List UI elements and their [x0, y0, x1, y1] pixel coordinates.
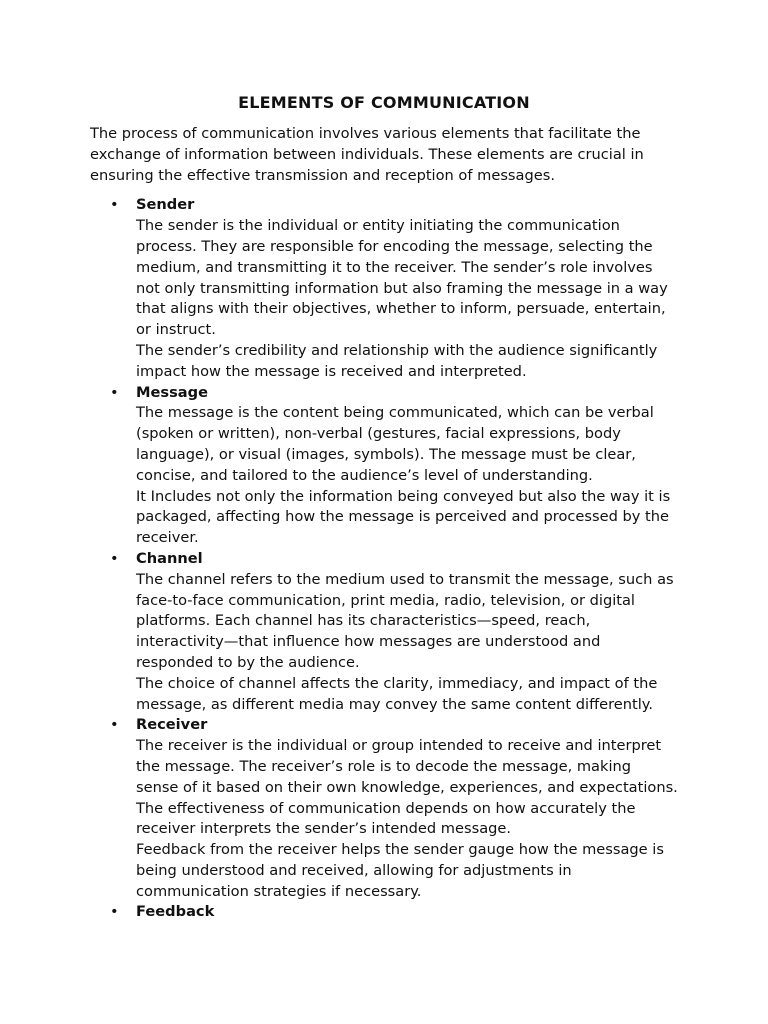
element-paragraph: The message is the content being communicated, which can be verbal (spoken or written), non-verbal (gestures, facial expressions, body language), or visual (images, symbols). The message must be clear, concise, and tailored to the audience’s level of understanding.	[136, 404, 654, 484]
elements-list	[90, 195, 678, 923]
element-heading: Feedback	[136, 903, 215, 921]
element-paragraph: The choice of channel affects the clarity, immediacy, and impact of the message, as different media may convey the same content differently.	[136, 674, 658, 713]
element-paragraph: The sender is the individual or entity initiating the communication process. They are responsible for encoding the message, selecting the medium, and transmitting it to the receiver. The sender’s role involves not only transmitting information but also framing the message in a way that aligns with their objectives, whether to inform, persuade, entertain, or instruct.	[136, 217, 668, 339]
element-paragraph: The channel refers to the medium used to transmit the message, such as face-to-face communication, print media, radio, television, or digital platforms. Each channel has its characteristics—speed, reach, interactivity—that influence how messages are understood and responded to by the audience.	[136, 570, 674, 671]
element-paragraph: It Includes not only the information being conveyed but also the way it is packaged, affecting how the message is perceived and processed by the receiver.	[136, 487, 671, 547]
element-paragraph: Feedback from the receiver helps the sender gauge how the message is being understood and received, allowing for adjustments in communication strategies if necessary.	[136, 841, 664, 900]
list-item-message	[110, 383, 678, 549]
bullet-icon: •	[110, 903, 119, 921]
bullet-icon: •	[110, 383, 119, 401]
list-item-channel	[110, 549, 678, 715]
element-heading: Channel	[136, 549, 203, 567]
list-item-receiver	[110, 715, 678, 902]
list-item-feedback	[110, 902, 678, 923]
document-title: ELEMENTS OF COMMUNICATION	[238, 93, 530, 112]
list-item-sender	[110, 195, 678, 382]
element-heading: Sender	[136, 196, 195, 214]
element-heading: Receiver	[136, 716, 208, 734]
bullet-icon: •	[110, 549, 119, 567]
bullet-icon: •	[110, 716, 119, 734]
element-paragraph: The receiver is the individual or group intended to receive and interpret the message. The receiver’s role is to decode the message, making sense of it based on their own knowledge, experiences, and expectations. The effectiveness of communication depends on how accurately the receiver interprets the sender’s intended message.	[136, 737, 678, 838]
element-heading: Message	[136, 383, 208, 401]
intro-paragraph: The process of communication involves various elements that facilitate the exchange of information between individuals. These elements are crucial in ensuring the effective transmission and reception of messages.	[90, 125, 644, 184]
element-paragraph: The sender’s credibility and relationship with the audience significantly impact how the message is received and interpreted.	[136, 341, 658, 380]
bullet-icon: •	[110, 196, 119, 214]
